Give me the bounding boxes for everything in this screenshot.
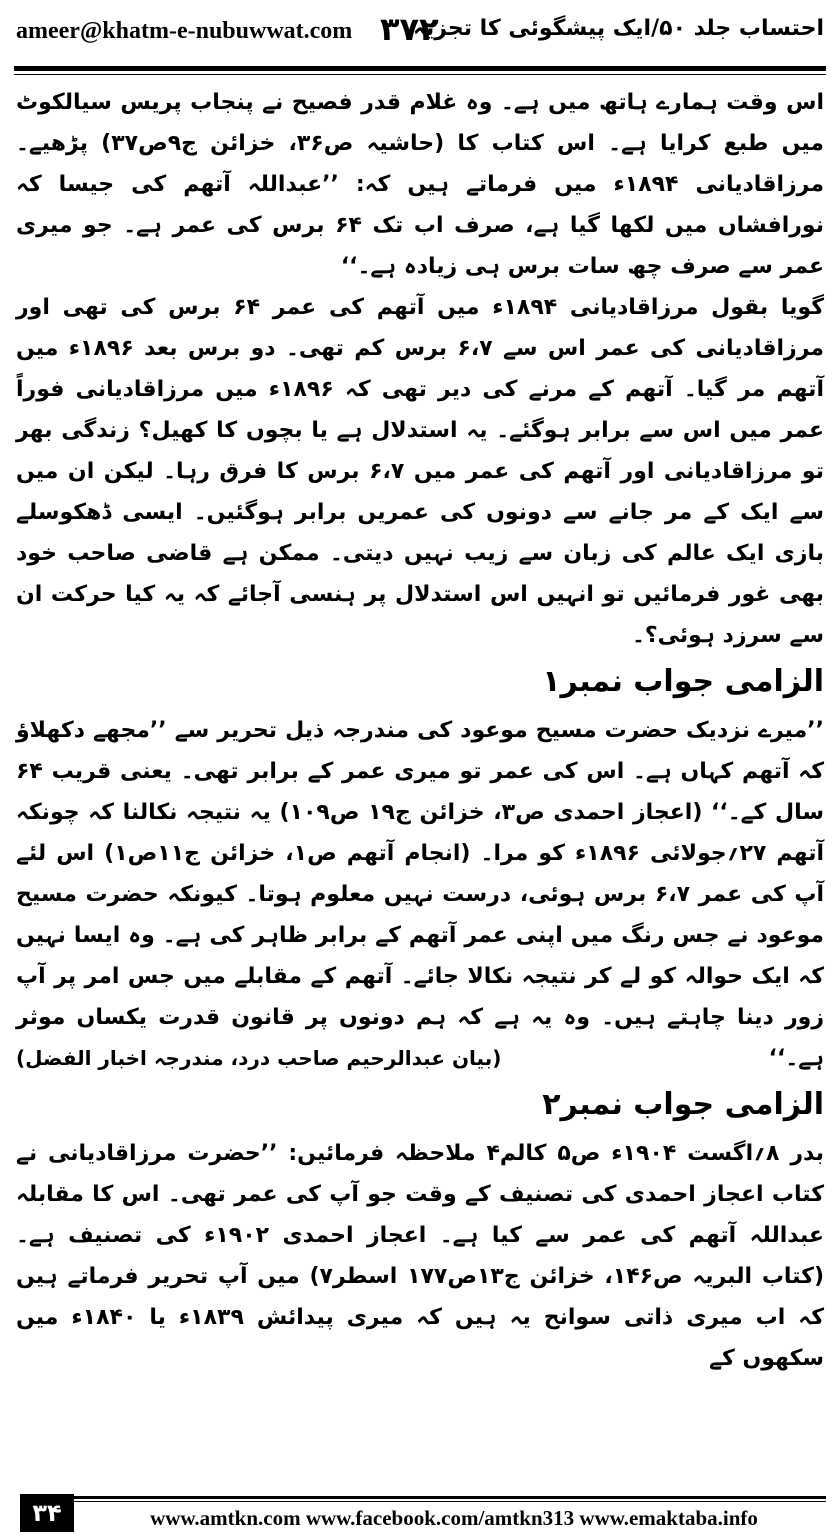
footer-page-number: ۳۴: [20, 1494, 74, 1532]
heading-answer-2: الزامی جواب نمبر۲: [542, 1087, 824, 1122]
page-body: [16, 82, 824, 1379]
paragraph-3: ’’میرے نزدیک حضرت مسیح موعود کی مندرجہ ذیل تحریر سے ’’مجھے دکھلاؤ کہ آتھم کہاں ہے۔ اس کی عمر تو میری عمر کے برابر تھی۔ یعنی قریب ۶۴ سال کے۔‘‘ (اعجاز احمدی ص۳، خزائن ج۱۹ ص۱۰۹) یہ نتیجہ نکالنا کہ چونکہ آتھم ۲۷؍جولائی ۱۸۹۶ء کو مرا۔ (انجام آتھم ص۱، خزائن ج۱۱ص۱) اس لئے آپ کی عمر ۶،۷ برس ہوئی، درست نہیں معلوم ہوتا۔ کیونکہ حضرت مسیح موعود نے جس رنگ میں اپنی عمر آتھم کے برابر ظاہر کی ہے۔ وہ ایسا نہیں کہ ایک حوالہ کو لے کر نتیجہ نکالا جائے۔ آتھم کے مقابلے میں جس امر پر آپ زور دینا چاہتے ہیں۔ وہ یہ ہے کہ ہم دونوں پر قانون قدرت یکساں موثر ہے۔‘‘: [16, 718, 825, 1071]
heading-answer-1: الزامی جواب نمبر۱: [542, 664, 824, 699]
footer-links[interactable]: www.amtkn.com www.facebook.com/amtkn313 www.emaktaba.info: [150, 1506, 758, 1530]
page-footer: [0, 1488, 840, 1540]
paragraph-1: اس وقت ہمارے ہاتھ میں ہے۔ وہ غلام قدر فصیح نے پنجاب پریس سیالکوٹ میں طبع کرایا ہے۔ اس کتاب کا (حاشیہ ص۳۶، خزائن ج۹ص۳۷) پڑھیے۔ مرزاقادیانی ۱۸۹۴ء میں فرماتے ہیں کہ: ’’عبداللہ آتھم کی جیسا کہ نورافشاں میں لکھا گیا ہے، صرف اب تک ۶۴ برس کی عمر ہے۔ جو میری عمر سے صرف چھ سات برس ہی زیادہ ہے۔‘‘: [16, 90, 825, 279]
attribution: (بیان عبدالرحیم صاحب درد، مندرجہ اخبار الفضل): [16, 1046, 502, 1070]
footer-rule-thin: [74, 1501, 826, 1502]
paragraph-4: بدر ۸؍اگست ۱۹۰۴ء ص۵ کالم۴ ملاحظہ فرمائیں: ’’حضرت مرزاقادیانی نے کتاب اعجاز احمدی کی تصنیف کے وقت جو آپ کی عمر تھی۔ اس کا مقابلہ عبداللہ آتھم کی عمر سے کیا ہے۔ اعجاز احمدی ۱۹۰۲ء کی تصنیف ہے۔ (کتاب البریہ ص۱۴۶، خزائن ج۱۳ص۱۷۷ اسطر۷) میں آپ تحریر فرماتے ہیں کہ اب میری ذاتی سوانح یہ ہیں کہ میری پیدائش ۱۸۳۹ء یا ۱۸۴۰ء میں سکھوں کے: [16, 1141, 825, 1371]
header-email[interactable]: ameer@khatm-e-nubuwwat.com: [16, 18, 353, 44]
header-rule-thin: [14, 74, 826, 75]
page-header: [0, 0, 840, 66]
header-rule-thick: [14, 66, 826, 71]
paragraph-2: گویا بقول مرزاقادیانی ۱۸۹۴ء میں آتھم کی عمر ۶۴ برس کی تھی اور مرزاقادیانی کی عمر اس سے ۶،۷ برس کم تھی۔ دو برس بعد ۱۸۹۶ء میں آتھم مر گیا۔ آتھم کے مرنے کی دیر تھی کہ ۱۸۹۶ء میں مرزاقادیانی فوراً عمر میں اس سے برابر ہوگئے۔ یہ استدلال ہے یا بچوں کا کھیل؟ زندگی بھر تو مرزاقادیانی اور آتھم کی عمر میں ۶،۷ برس کا فرق رہا۔ لیکن ان میں سے ایک کے مر جانے سے دونوں کی عمریں برابر ہوگئیں۔ ایسی ڈھکوسلے بازی ایک عالم کی زبان سے زیب نہیں دیتی۔ ممکن ہے قاضی صاحب خود بھی غور فرمائیں تو انہیں اس استدلال پر ہنسی آجائے کہ یہ کیا حرکت ان سے سرزد ہوئی؟۔: [16, 295, 824, 648]
footer-rule-thick: [74, 1496, 826, 1499]
header-running-title: احتساب جلد ۵۰/ایک پیشگوئی کا تجزیہ: [413, 16, 824, 41]
header-page-number: ۳۷۲: [380, 10, 439, 48]
